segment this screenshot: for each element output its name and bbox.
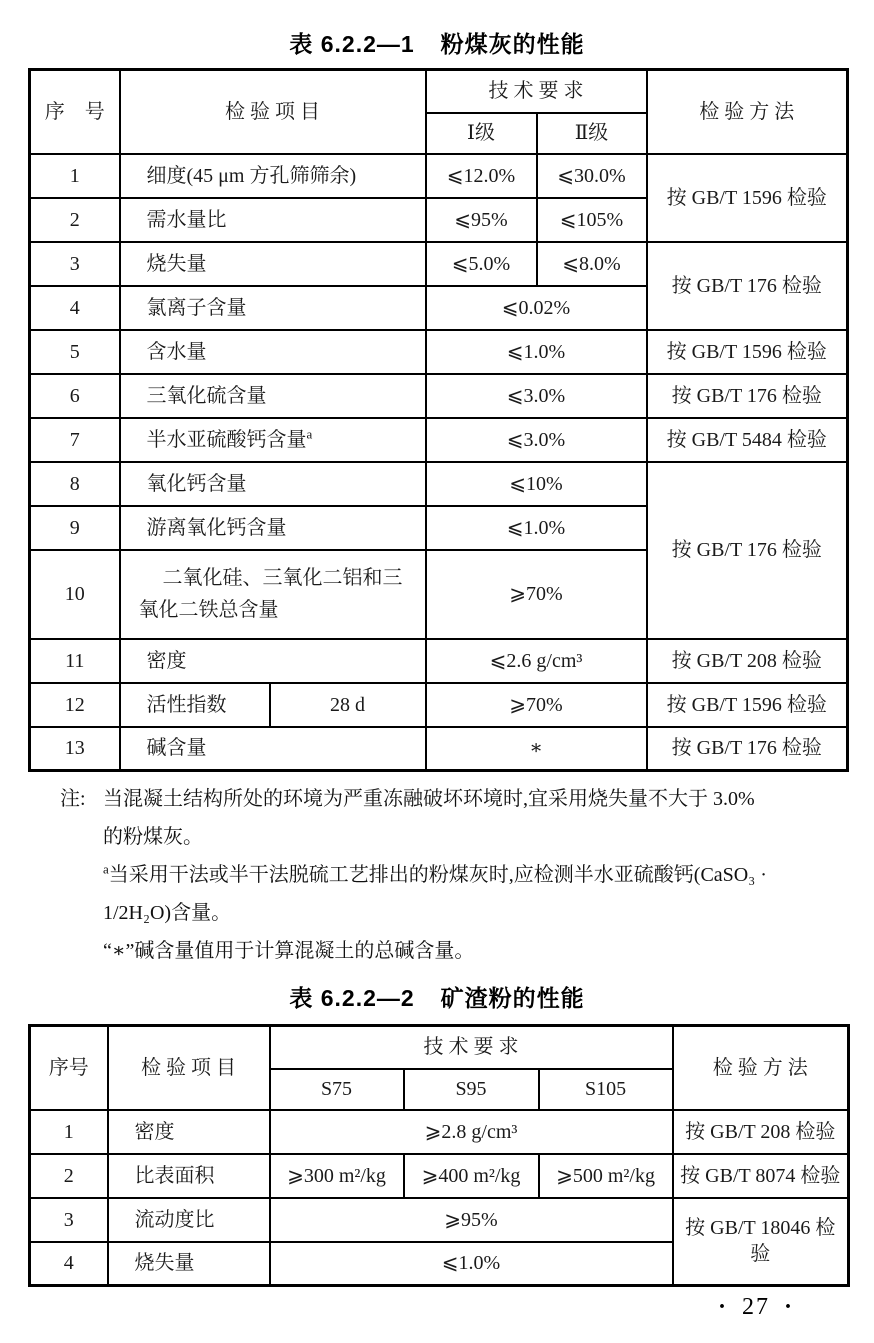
page-number-dot: ·	[717, 1294, 728, 1320]
cell-item	[120, 550, 426, 639]
table-row	[30, 639, 848, 683]
header-grade-1: Ⅰ级	[426, 113, 537, 154]
header-method: 检 验 方 法	[647, 70, 848, 154]
cell-item: 细度(45 μm 方孔筛筛余)	[120, 154, 426, 198]
cell-value-s105: ⩾500 m²/kg	[539, 1154, 673, 1198]
cell-no: 1	[30, 1110, 108, 1154]
header-grade-s95: S95	[404, 1069, 539, 1110]
cell-no: 13	[30, 727, 120, 771]
note-footnote-star	[60, 932, 850, 970]
table-row	[30, 1110, 849, 1154]
table-header-row	[30, 1026, 849, 1069]
table-row	[30, 462, 848, 506]
cell-method: 按 GB/T 208 检验	[673, 1110, 849, 1154]
cell-item: 流动度比	[108, 1198, 270, 1242]
header-technical-requirement: 技 术 要 求	[426, 70, 647, 113]
table1-notes	[60, 780, 850, 970]
cell-no: 3	[30, 242, 120, 286]
cell-value: ⩽2.6 g/cm³	[426, 639, 647, 683]
note-general	[60, 780, 850, 856]
footnote-a-line2: 1/2H₂O)含量。	[103, 902, 232, 924]
cell-grade2: ⩽105%	[537, 198, 647, 242]
cell-value: ⩽3.0%	[426, 374, 647, 418]
cell-method: 按 GB/T 8074 检验	[673, 1154, 849, 1198]
footnote-star-text: “∗”碱含量值用于计算混凝土的总碱含量。	[103, 940, 475, 962]
cell-item: 氯离子含量	[120, 286, 426, 330]
cell-value: ⩽1.0%	[426, 506, 647, 550]
cell-item: 游离氧化钙含量	[120, 506, 426, 550]
cell-item: 密度	[120, 639, 426, 683]
table1-title	[0, 26, 874, 59]
header-technical-requirement: 技 术 要 求	[270, 1026, 673, 1069]
header-grade-s75: S75	[270, 1069, 404, 1110]
table-row	[30, 683, 848, 727]
cell-no: 3	[30, 1198, 108, 1242]
cell-item: 比表面积	[108, 1154, 270, 1198]
table-row	[30, 1154, 849, 1198]
note-text	[103, 780, 850, 856]
header-item: 检 验 项 目	[108, 1026, 270, 1110]
footnote-a-marker: a	[103, 861, 109, 877]
cell-value: ⩽0.02%	[426, 286, 647, 330]
table-row	[30, 330, 848, 374]
footnote-a-line1: 当采用干法或半干法脱硫工艺排出的粉煤灰时,应检测半水亚硫酸钙(CaSO₃ ·	[108, 864, 767, 886]
cell-method: 按 GB/T 18046 检验	[673, 1198, 849, 1286]
table2-title	[0, 980, 874, 1013]
cell-method: 按 GB/T 176 检验	[647, 374, 848, 418]
page-number-dot: ·	[783, 1294, 794, 1320]
cell-value: ⩽1.0%	[426, 330, 647, 374]
table1-title-text: 粉煤灰的性能	[440, 31, 585, 57]
cell-value: ⩾2.8 g/cm³	[270, 1110, 673, 1154]
cell-no: 6	[30, 374, 120, 418]
cell-value-s75: ⩾300 m²/kg	[270, 1154, 404, 1198]
cell-grade1: ⩽95%	[426, 198, 537, 242]
cell-item: 烧失量	[120, 242, 426, 286]
note-line2: 的粉煤灰。	[103, 826, 203, 848]
cell-item: 活性指数	[120, 683, 270, 727]
table-row	[30, 154, 848, 198]
cell-value: ∗	[426, 727, 647, 771]
cell-method: 按 GB/T 1596 检验	[647, 683, 848, 727]
cell-no: 10	[30, 550, 120, 639]
cell-no: 9	[30, 506, 120, 550]
cell-no: 12	[30, 683, 120, 727]
slag-powder-performance-table	[28, 1024, 850, 1287]
cell-item: 烧失量	[108, 1242, 270, 1286]
cell-no: 4	[30, 286, 120, 330]
cell-item: 含水量	[120, 330, 426, 374]
table1-title-number: 表 6.2.2—1	[289, 31, 415, 57]
note-line1: 当混凝土结构所处的环境为严重冻融破坏环境时,宜采用烧失量不大于 3.0%	[103, 788, 755, 810]
cell-item: 三氧化硫含量	[120, 374, 426, 418]
cell-grade2: ⩽8.0%	[537, 242, 647, 286]
header-no: 序号	[30, 1026, 108, 1110]
header-method: 检 验 方 法	[673, 1026, 849, 1110]
cell-value: ⩽3.0%	[426, 418, 647, 462]
cell-method: 按 GB/T 176 检验	[647, 242, 848, 330]
cell-item-sub: 28 d	[270, 683, 426, 727]
cell-item: 密度	[108, 1110, 270, 1154]
table-row	[30, 1198, 849, 1242]
cell-item: 需水量比	[120, 198, 426, 242]
cell-no: 11	[30, 639, 120, 683]
cell-value: ⩾70%	[426, 550, 647, 639]
header-grade-2: Ⅱ级	[537, 113, 647, 154]
cell-no: 7	[30, 418, 120, 462]
header-no: 序 号	[30, 70, 120, 154]
cell-no: 1	[30, 154, 120, 198]
cell-item-text: 半水亚硫酸钙含量	[146, 428, 307, 451]
cell-method: 按 GB/T 1596 检验	[647, 330, 848, 374]
cell-value: ⩽1.0%	[270, 1242, 673, 1286]
cell-method: 按 GB/T 208 检验	[647, 639, 848, 683]
table-row	[30, 374, 848, 418]
cell-no: 4	[30, 1242, 108, 1286]
note-footnote-a	[60, 856, 850, 932]
cell-grade1: ⩽5.0%	[426, 242, 537, 286]
cell-method: 按 GB/T 1596 检验	[647, 154, 848, 242]
cell-method: 按 GB/T 176 检验	[647, 727, 848, 771]
note-label: 注:	[60, 788, 86, 810]
header-item: 检 验 项 目	[120, 70, 426, 154]
table-row	[30, 418, 848, 462]
page-number	[704, 1294, 808, 1321]
table-row	[30, 727, 848, 771]
cell-no: 2	[30, 198, 120, 242]
page-number-value: 27	[741, 1294, 770, 1320]
cell-item-text: 二氧化硅、三氧化二铝和三氧化二铁总含量	[138, 567, 403, 621]
table-header-row	[30, 70, 848, 113]
cell-value: ⩾70%	[426, 683, 647, 727]
table-row	[30, 242, 848, 286]
cell-value: ⩾95%	[270, 1198, 673, 1242]
cell-grade1: ⩽12.0%	[426, 154, 537, 198]
footnote-a-marker: a	[306, 425, 313, 441]
cell-item	[120, 418, 426, 462]
cell-method: 按 GB/T 5484 检验	[647, 418, 848, 462]
header-grade-s105: S105	[539, 1069, 673, 1110]
cell-no: 2	[30, 1154, 108, 1198]
cell-item: 氧化钙含量	[120, 462, 426, 506]
cell-value: ⩽10%	[426, 462, 647, 506]
table2-title-number: 表 6.2.2—2	[289, 985, 415, 1011]
cell-value-s95: ⩾400 m²/kg	[404, 1154, 539, 1198]
cell-grade2: ⩽30.0%	[537, 154, 647, 198]
cell-method: 按 GB/T 176 检验	[647, 462, 848, 639]
cell-no: 5	[30, 330, 120, 374]
cell-no: 8	[30, 462, 120, 506]
cell-item: 碱含量	[120, 727, 426, 771]
table2-title-text: 矿渣粉的性能	[440, 985, 585, 1011]
fly-ash-performance-table	[28, 68, 849, 772]
